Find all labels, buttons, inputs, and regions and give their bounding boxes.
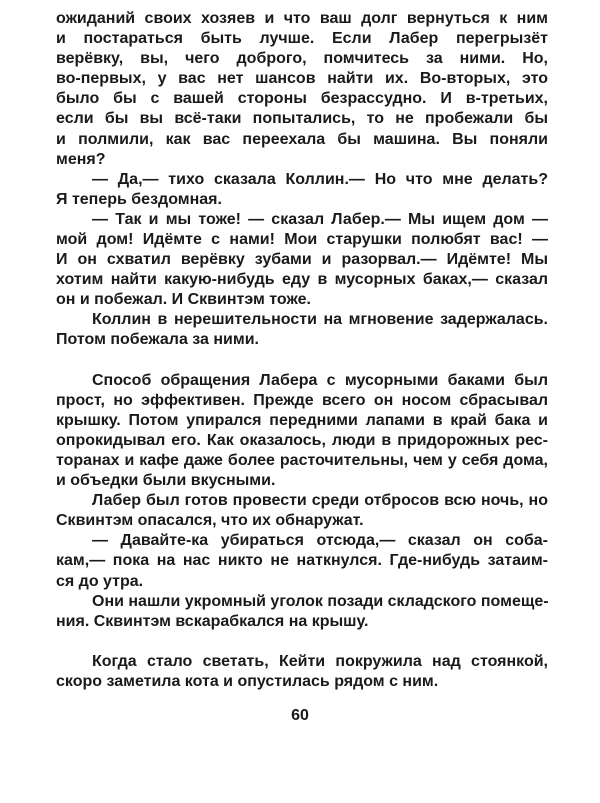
- text-line: если бы вы всё-таки попытались, то не пробежали бы: [56, 110, 548, 128]
- text-line: верёвку, вы, чего доброго, помчитесь за ними. Но,: [56, 50, 548, 68]
- text-line: хотим найти какую-нибудь еду в мусорных баках,— сказал: [56, 271, 548, 289]
- text-line: скоро заметила кота и опустилась рядом с ним.: [56, 673, 439, 690]
- text-line: крышку. Потом упирался передними лапами в край бака и: [56, 411, 548, 429]
- text-line: ожиданий своих хозяев и что ваш долг вернуться к ним: [56, 10, 548, 27]
- text-line: Когда стало светать, Кейти покружила над стоянкой,: [92, 652, 548, 670]
- text-line: Потом побежала за ними.: [56, 331, 259, 349]
- text-line: и постараться быть лучше. Если Лабер перегрызёт: [56, 30, 548, 48]
- page-number: 60: [291, 707, 309, 724]
- text-line: Сквинтэм опасался, что их обнаружат.: [56, 512, 364, 530]
- text-line: Я теперь бездомная.: [56, 190, 222, 208]
- text-line: и полмили, как вас переехала бы машина. Вы поняли: [56, 130, 548, 148]
- text-line: Лабер был готов провести среди отбросов всю ночь, но: [92, 492, 548, 510]
- text-line: — Так и мы тоже! — сказал Лабер.— Мы ищем дом —: [92, 210, 548, 228]
- text-line: Способ обращения Лабера с мусорными баками был: [92, 371, 548, 389]
- text-line: во-первых, у вас нет шансов найти их. Во-вторых, это: [56, 70, 548, 88]
- text-line: Коллин в нерешительности на мгновение задержалась.: [92, 311, 548, 329]
- text-line: Они нашли укромный уголок позади складского помеще-: [92, 592, 549, 610]
- text-line: ния. Сквинтэм вскарабкался на крышу.: [56, 612, 369, 630]
- text-line: кам,— пока на нас никто не наткнулся. Где-нибудь затаим-: [56, 552, 548, 570]
- text-line: он и побежал. И Сквинтэм тоже.: [56, 291, 311, 309]
- text-line: мой дом! Идёмте с нами! Мои старушки полюбят вас! —: [56, 231, 548, 248]
- text-line: торанах и кафе даже более расточительны, чем у себя дома,: [56, 452, 548, 469]
- text-line: прост, но эффективен. Прежде всего он носом сбрасывал: [56, 391, 548, 409]
- text-line: опрокидывал его. Как оказалось, люди в придорожных рес-: [56, 431, 548, 449]
- text-line: меня?: [56, 150, 106, 168]
- text-line: было бы с вашей стороны безрассудно. И в-третьих,: [56, 90, 548, 108]
- text-line: — Давайте-ка убираться отсюда,— сказал он соба-: [92, 532, 548, 550]
- text-line: ся до утра.: [56, 572, 144, 590]
- text-line: и объедки были вкусными.: [56, 472, 276, 490]
- text-line: — Да,— тихо сказала Коллин.— Но что мне делать?: [92, 170, 548, 188]
- text-line: И он схватил верёвку зубами и разорвал.— Идёмте! Мы: [56, 251, 548, 269]
